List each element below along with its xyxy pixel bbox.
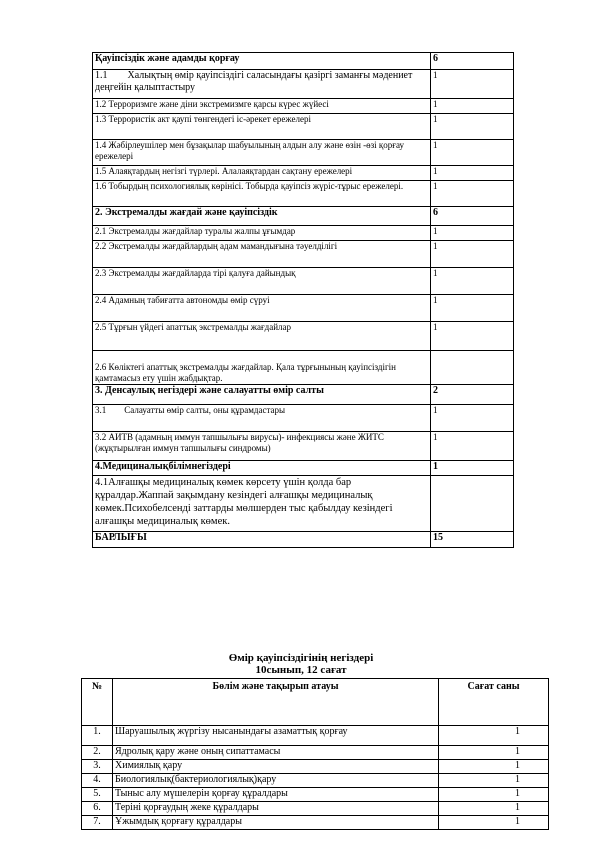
row-number: 1. — [82, 726, 113, 746]
hours-header: Сағат саны — [439, 679, 549, 726]
table-row — [82, 726, 549, 746]
topic-cell: 1.5 Алаяқтардың негізгі түрлері. Алалаяқтардан сақтану ережелері — [93, 166, 431, 181]
topic-cell: 3.1 Салауатты өмір салты, оны құрамдастары — [93, 405, 431, 432]
topic-cell: 2.6 Көліктегі апаттық экстремалды жағдайлар. Қала тұрғынының қауіпсіздігін қамтамасыз ету үшін жабдықтар. — [93, 351, 431, 385]
hours-cell: 1 — [431, 226, 514, 241]
row-number: 4. — [82, 774, 113, 788]
topic-cell: Биологиялық(бактериологиялық)қару — [113, 774, 439, 788]
table-row — [93, 322, 514, 351]
table-row — [93, 181, 514, 207]
hours-cell: 1 — [431, 70, 514, 99]
topic-cell: 2.2 Экстремалды жағдайлардың адам мамандығына тәуелділігі — [93, 241, 431, 268]
hours-cell: 1 — [431, 181, 514, 207]
topic-cell: Шаруашылық жүргізу нысанындағы азаматтық қорғау — [113, 726, 439, 746]
table-row — [93, 351, 514, 385]
hours-cell: 1 — [439, 788, 549, 802]
table-row — [93, 295, 514, 322]
section-title: 3. Денсаулық негіздері және салауатты өмір салты — [93, 385, 431, 405]
hours-cell: 1 — [431, 268, 514, 295]
topic-cell: 2.4 Адамның табиғатта автономды өмір сүруі — [93, 295, 431, 322]
curriculum-table-1 — [92, 52, 514, 548]
topic-cell: Ұжымдық қорғағу құралдары — [113, 816, 439, 830]
table-row — [93, 99, 514, 114]
table-row — [93, 241, 514, 268]
topic-cell: Теріні қорғаудың жеке құралдары — [113, 802, 439, 816]
hours-cell: 1 — [431, 461, 514, 476]
hours-cell: 1 — [431, 322, 514, 351]
topic-cell: 2.5 Тұрғын үйдегі апаттық экстремалды жағдайлар — [93, 322, 431, 351]
hours-cell: 1 — [431, 405, 514, 432]
table-row — [82, 788, 549, 802]
hours-cell: 1 — [431, 114, 514, 140]
table-row — [93, 114, 514, 140]
hours-cell: 6 — [431, 207, 514, 226]
table-row — [93, 166, 514, 181]
total-hours: 15 — [431, 532, 514, 548]
hours-cell: 1 — [431, 99, 514, 114]
table-row — [93, 140, 514, 166]
topic-header: Бөлім және тақырып атауы — [113, 679, 439, 726]
table-row — [93, 405, 514, 432]
hours-cell: 1 — [431, 432, 514, 461]
hours-cell: 1 — [431, 140, 514, 166]
table-row — [82, 760, 549, 774]
hours-cell: 1 — [439, 774, 549, 788]
hours-cell: 1 — [431, 166, 514, 181]
table-row — [93, 476, 514, 532]
topic-cell: 1.3 Террористік акт қаупі төнгендегі іс-әрекет ережелері — [93, 114, 431, 140]
table-row — [93, 207, 514, 226]
hours-cell: 1 — [439, 760, 549, 774]
row-number: 6. — [82, 802, 113, 816]
table-row — [82, 816, 549, 830]
topic-cell: 4.1Алғашқы медициналық көмек көрсету үшін қолда бар құралдар.Жаппай зақымдану кезіндегі алғашқы медициналық көмек.Психобелсенді заттарды мөлшерден тыс қабылдау кезіндегі алғашқы медициналық көмек. — [93, 476, 431, 532]
topic-cell: Химиялық қару — [113, 760, 439, 774]
topic-cell: 1.2 Терроризмге және діни экстремизмге қарсы күрес жүйесі — [93, 99, 431, 114]
table-row — [82, 802, 549, 816]
hours-cell: 1 — [439, 726, 549, 746]
topic-cell: 2.1 Экстремалды жағдайлар туралы жалпы ұғымдар — [93, 226, 431, 241]
row-number: 7. — [82, 816, 113, 830]
table-row — [93, 70, 514, 99]
table-row — [93, 268, 514, 295]
topic-cell: 1.1 Халықтың өмір қауіпсіздігі саласындағы қазіргі заманғы мәдениет деңгейін қалыптастыру — [93, 70, 431, 99]
topic-cell: Тыныс алу мүшелерін қорғау құралдары — [113, 788, 439, 802]
section-title: 4.Медициналықбілімнегіздері — [93, 461, 431, 476]
hours-cell: 6 — [431, 53, 514, 70]
topic-cell: 3.2 АИТВ (адамның иммун тапшылығы вирусы)- инфекциясы және ЖИТС (жұқтырылған иммун тапшылығы синдромы) — [93, 432, 431, 461]
hours-cell: 1 — [431, 241, 514, 268]
document-title: Өмір қауіпсіздігінің негіздері — [228, 652, 374, 664]
hours-cell: 1 — [439, 746, 549, 760]
document-subtitle: 10сынып, 12 сағат — [255, 664, 347, 676]
curriculum-table-2 — [81, 678, 549, 830]
table-row — [82, 774, 549, 788]
topic-cell: 2.3 Экстремалды жағдайларда тірі қалуға дайындық — [93, 268, 431, 295]
row-number: 2. — [82, 746, 113, 760]
topic-cell: 1.6 Тобырдың психологиялық көрінісі. Тобырда қауіпсіз жүріс-тұрыс ережелері. — [93, 181, 431, 207]
topic-cell: 1.4 Жәбірлеушілер мен бұзақылар шабуылының алдын алу және өзін -өзі қорғау ережелері — [93, 140, 431, 166]
section-title: 2. Экстремалды жағдай және қауіпсіздік — [93, 207, 431, 226]
row-number: 3. — [82, 760, 113, 774]
hours-cell: 1 — [439, 816, 549, 830]
hours-cell — [431, 351, 514, 385]
table-row — [93, 53, 514, 70]
table-row — [93, 385, 514, 405]
table-row — [93, 532, 514, 548]
topic-cell: Ядролық қару және оның сипаттамасы — [113, 746, 439, 760]
hours-cell: 1 — [439, 802, 549, 816]
hours-cell: 1 — [431, 295, 514, 322]
table-row — [93, 461, 514, 476]
hours-cell — [431, 476, 514, 532]
section-title: Қауіпсіздік және адамды қорғау — [93, 53, 431, 70]
hours-cell: 2 — [431, 385, 514, 405]
row-number: 5. — [82, 788, 113, 802]
table-row — [93, 226, 514, 241]
table-header-row — [82, 679, 549, 726]
table-row — [82, 746, 549, 760]
table-row — [93, 432, 514, 461]
number-header: № — [82, 679, 113, 726]
total-label: БАРЛЫҒЫ — [93, 532, 431, 548]
